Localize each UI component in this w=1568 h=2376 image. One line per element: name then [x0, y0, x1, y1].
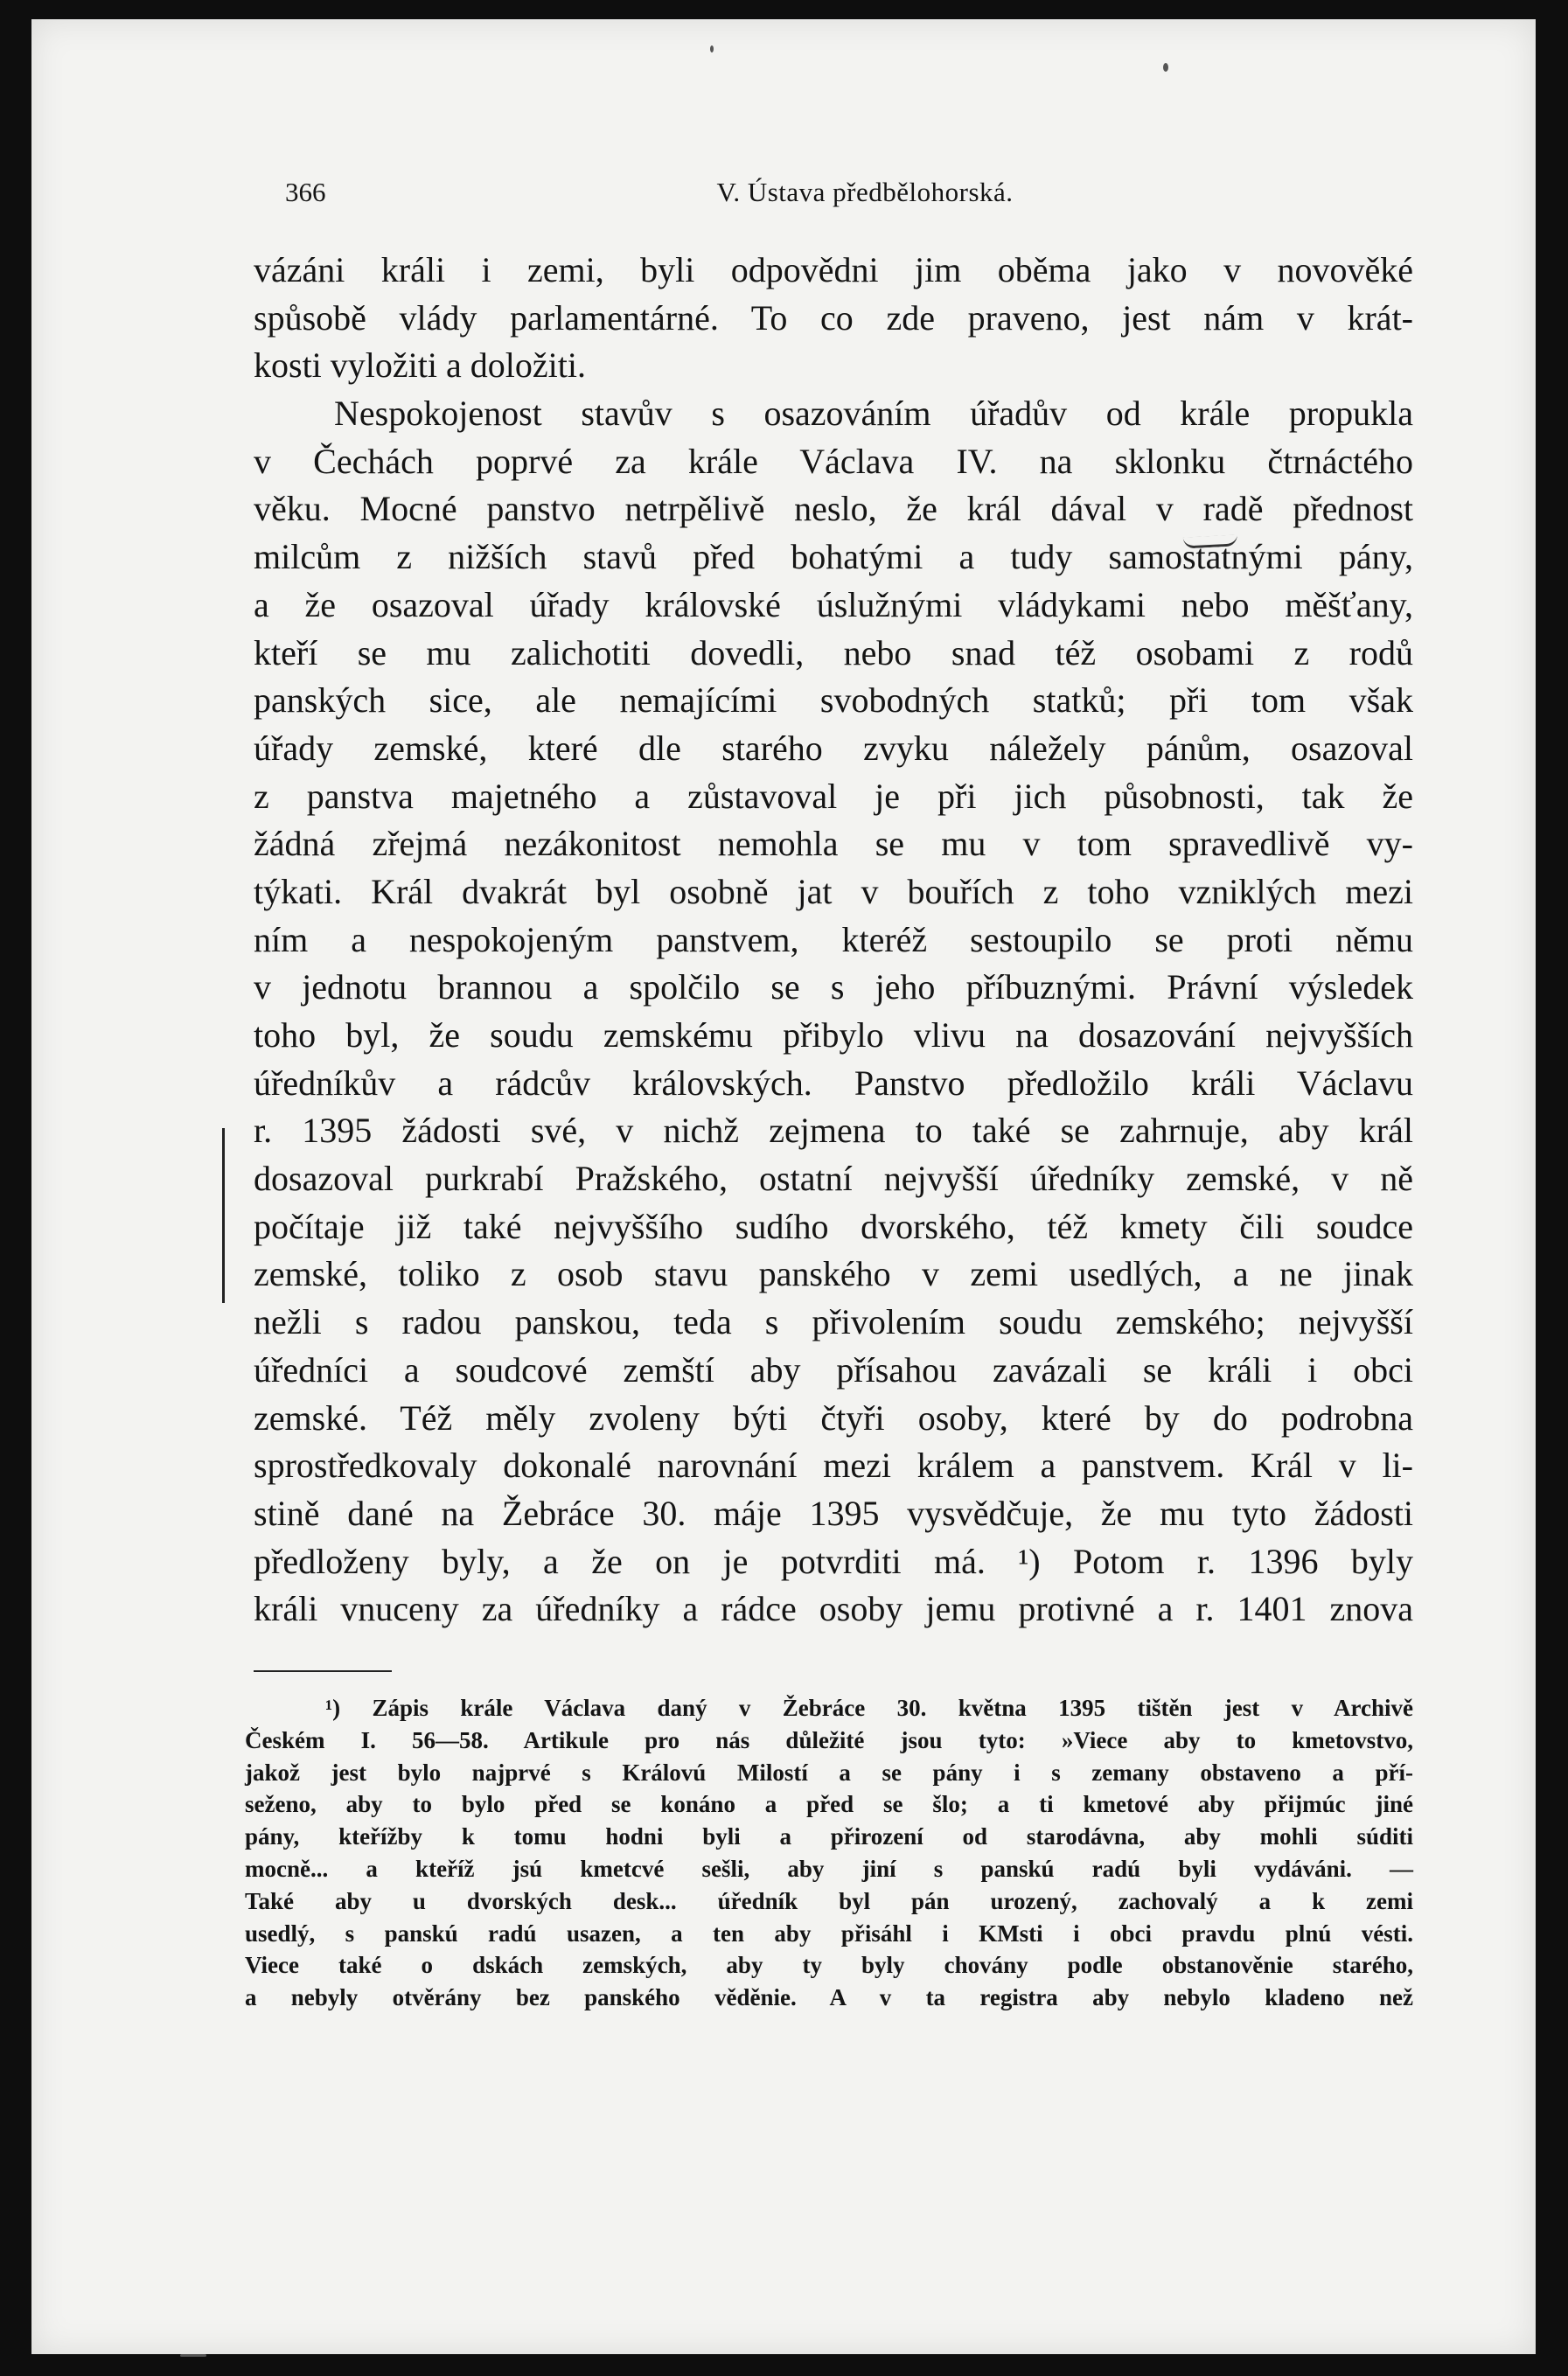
margin-pencil-mark — [222, 1128, 225, 1303]
footnote-line: usedlý, s panskú radú usazen, a ten aby přisáhl i KMsti i obci pravdu plnú vésti. — [245, 1920, 1413, 1947]
body-line: nežli s radou panskou, teda s přivolením soudu zemského; nejvyšší — [254, 1302, 1413, 1342]
body-line: věku. Mocné panstvo netrpělivě neslo, že král dával v radě přednost — [254, 489, 1413, 529]
body-text — [254, 247, 1413, 1634]
body-line: úřady zemské, které dle starého zvyku náležely pánům, osazoval — [254, 728, 1413, 768]
footnote-line: mocně... a kteříž jsú kmetcvé sešli, aby jiní s panskú radú byli vydáváni. — — [245, 1855, 1413, 1882]
body-line: ním a nespokojeným panstvem, kteréž sestoupilo se proti němu — [254, 919, 1413, 959]
body-line: sprostředkovaly dokonalé narovnání mezi králem a panstvem. Král v li- — [254, 1446, 1413, 1486]
body-line: r. 1395 žádosti své, v nichž zejmena to také se zahrnuje, aby král — [254, 1111, 1413, 1151]
body-line: v Čechách poprvé za krále Václava IV. na sklonku čtrnáctého — [254, 441, 1413, 481]
body-line: toho byl, že soudu zemskému přibylo vlivu na dosazování nejvyšších — [254, 1015, 1413, 1055]
footnote-line: ¹) Zápis krále Václava daný v Žebráce 30. května 1395 tištěn jest v Archivě — [325, 1695, 1413, 1721]
paper-speck — [710, 45, 714, 52]
footnotes — [245, 1692, 1413, 2014]
body-line: králi vnuceny za úředníky a rádce osoby jemu protivné a r. 1401 znova — [254, 1589, 1413, 1629]
body-line: Nespokojenost stavův s osazováním úřadův od krále propukla — [334, 394, 1413, 434]
body-line: zemské. Též měly zvoleny býti čtyři osoby, které by do podrobna — [254, 1397, 1413, 1438]
body-line: žádná zřejmá nezákonitost nemohla se mu v tom spravedlivě vy- — [254, 824, 1413, 864]
page-header-text — [285, 177, 1445, 220]
footnote-line: jakož jest bylo najprvé s Královú Milostí a se pány i s zemany obstaveno a pří- — [245, 1759, 1413, 1786]
body-line: úředníkův a rádcův královských. Panstvo předložilo králi Václavu — [254, 1063, 1413, 1103]
footnote-line: a nebyly otvěrány bez panského věděnie. A v ta registra aby nebylo kladeno než — [245, 1984, 1413, 2011]
paper-speck — [180, 2354, 206, 2357]
page-number-text: 366 — [285, 177, 326, 207]
body-line: panských sice, ale nemajícími svobodných statků; při tom však — [254, 680, 1413, 721]
body-line: vázáni králi i zemi, byli odpovědni jim oběma jako v novověké — [254, 250, 1413, 289]
footnote-line: seženo, aby to bylo před se konáno a před se šlo; a ti kmetové aby přijmúc jiné — [245, 1791, 1413, 1818]
body-line: předloženy byly, a že on je potvrditi má. ¹) Potom r. 1396 byly — [254, 1541, 1413, 1581]
body-line: v jednotu brannou a spolčilo se s jeho příbuznými. Právní výsledek — [254, 967, 1413, 1007]
footnote-line: pány, kteřížby k tomu hodni byli a přirození od starodávna, aby mohli súditi — [245, 1823, 1413, 1850]
body-line: stině dané na Žebráce 30. máje 1395 vysvědčuje, že mu tyto žádosti — [254, 1493, 1413, 1533]
body-line: a že osazoval úřady královské úslužnými vládykami nebo měšťany, — [254, 584, 1413, 624]
body-line: počítaje již také nejvyššího sudího dvorského, též kmety čili soudce — [254, 1206, 1413, 1246]
paper-speck — [1163, 63, 1168, 72]
body-line: kteří se mu zalichotiti dovedli, nebo snad též osobami z rodů — [254, 632, 1413, 672]
body-line: z panstva majetného a zůstavoval je při jich působnosti, tak že — [254, 776, 1413, 816]
body-line: dosazoval purkrabí Pražského, ostatní nejvyšší úředníky zemské, v ně — [254, 1159, 1413, 1199]
body-line: týkati. Král dvakrát byl osobně jat v bouřích z toho vzniklých mezi — [254, 871, 1413, 911]
footnote-line: Také aby u dvorských desk... úředník byl pán urozený, zachovalý a k zemi — [245, 1887, 1413, 1914]
body-line: kosti vyložiti a doložiti. — [254, 345, 586, 386]
body-line: úředníci a soudcové zemští aby přísahou zavázali se králi i obci — [254, 1349, 1413, 1390]
body-line: spůsobě vlády parlamentárné. To co zde praveno, jest nám v krát- — [254, 297, 1413, 338]
footnote-separator — [254, 1670, 392, 1672]
body-line: milcům z nižších stavů před bohatými a tudy samostatnými pány, — [254, 537, 1413, 577]
footnote-line: Českém I. 56—58. Artikule pro nás důležité jsou tyto: »Viece aby to kmetovstvo, — [245, 1726, 1413, 1753]
running-title-text: V. Ústava předbělohorská. — [716, 177, 1014, 207]
body-line: zemské, toliko z osob stavu panského v zemi usedlých, a ne jinak — [254, 1254, 1413, 1294]
footnote-line: Viece také o dskách zemských, aby ty byly chovány podle obstanověnie starého, — [245, 1952, 1413, 1979]
